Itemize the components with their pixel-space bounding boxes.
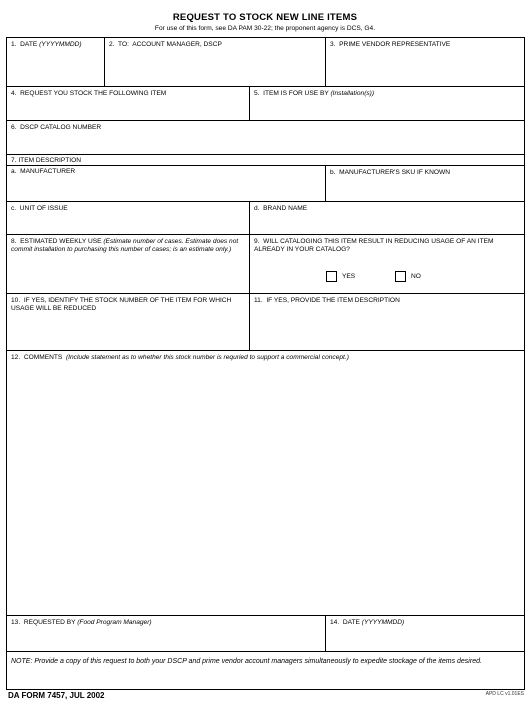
- manufacturer-field[interactable]: [7, 166, 326, 202]
- item-description-label: 7. ITEM DESCRIPTION: [11, 157, 81, 164]
- reduced-stock-number-label: 10. IF YES, IDENTIFY THE STOCK NUMBER OF THE ITEM FOR WHICH USAGE WILL BE REDUCED: [11, 297, 234, 313]
- manufacturer-sku-label: b. MANUFACTURER'S SKU IF KNOWN: [330, 169, 450, 176]
- requested-by-field[interactable]: [7, 616, 326, 652]
- note-box: [7, 652, 524, 689]
- request-form: [6, 37, 525, 690]
- request-date-field[interactable]: [326, 616, 524, 652]
- form-title: REQUEST TO STOCK NEW LINE ITEMS: [172, 12, 358, 23]
- yes-label: YES: [342, 273, 356, 280]
- reduce-usage-field: [250, 235, 524, 294]
- request-date-label: 14. DATE: [330, 619, 362, 626]
- form-version: APD LC v1.01ES: [485, 691, 524, 697]
- comments-field[interactable]: [7, 351, 524, 616]
- unit-of-issue-field[interactable]: [7, 202, 250, 235]
- date-field[interactable]: [7, 38, 105, 87]
- yes-checkbox[interactable]: [326, 271, 337, 282]
- prime-vendor-label: 3. PRIME VENDOR REPRESENTATIVE: [330, 41, 451, 48]
- no-checkbox[interactable]: [395, 271, 406, 282]
- stock-item-field[interactable]: [7, 87, 250, 121]
- catalog-number-label: 6. DSCP CATALOG NUMBER: [11, 124, 102, 131]
- account-manager-label: 2. TO: ACCOUNT MANAGER, DSCP: [109, 41, 222, 48]
- reduce-usage-label: 9. WILL CATALOGING THIS ITEM RESULT IN REDUCING USAGE OF AN ITEM ALREADY IN YOUR CATALOG?: [254, 238, 495, 254]
- form-number: DA FORM 7457, JUL 2002: [8, 691, 105, 700]
- note-text: NOTE: Provide a copy of this request to both your DSCP and prime vendor account managers simultaneously to expedite stockage of the items desired.: [11, 658, 482, 665]
- brand-name-label: d. BRAND NAME: [254, 205, 308, 212]
- requested-by-hint: (Food Program Manager): [77, 619, 152, 626]
- item-description-heading: [7, 155, 524, 166]
- stock-item-label: 4. REQUEST YOU STOCK THE FOLLOWING ITEM: [11, 90, 167, 97]
- comments-label: 12. COMMENTS: [11, 354, 66, 361]
- date-label: 1. DATE: [11, 41, 40, 48]
- unit-of-issue-label: c. UNIT OF ISSUE: [11, 205, 68, 212]
- account-manager-field[interactable]: [105, 38, 326, 87]
- item-use-hint: (Installation(s)): [330, 90, 375, 97]
- catalog-number-field[interactable]: [7, 121, 524, 155]
- date-hint: (YYYYMMDD): [39, 41, 82, 48]
- form-subtitle: For use of this form, see DA PAM 30-22; the proponent agency is DCS, G4.: [154, 25, 376, 32]
- reduced-stock-number-field[interactable]: [7, 294, 250, 351]
- weekly-use-label: 8. ESTIMATED WEEKLY USE: [11, 238, 104, 245]
- manufacturer-label: a. MANUFACTURER: [11, 168, 76, 175]
- item-use-field[interactable]: [250, 87, 524, 121]
- comments-hint: (Include statement as to whether this stock number is requried to support a commercial concept.): [65, 354, 349, 361]
- no-label: NO: [411, 273, 421, 280]
- request-date-hint: (YYYYMMDD): [361, 619, 405, 626]
- weekly-use-hint: (Estimate number of cases. Estimate does not commit installation to purchasing this number of cases; is an estimate only.): [11, 238, 241, 254]
- reduced-item-description-field[interactable]: [250, 294, 524, 351]
- brand-name-field[interactable]: [250, 202, 524, 235]
- manufacturer-sku-field[interactable]: [326, 166, 524, 202]
- item-use-label: 5. ITEM IS FOR USE BY: [254, 90, 331, 97]
- reduced-item-description-label: 11. IF YES, PROVIDE THE ITEM DESCRIPTION: [254, 297, 400, 304]
- requested-by-label: 13. REQUESTED BY: [11, 619, 78, 626]
- prime-vendor-field[interactable]: [326, 38, 524, 87]
- weekly-use-field[interactable]: [7, 235, 250, 294]
